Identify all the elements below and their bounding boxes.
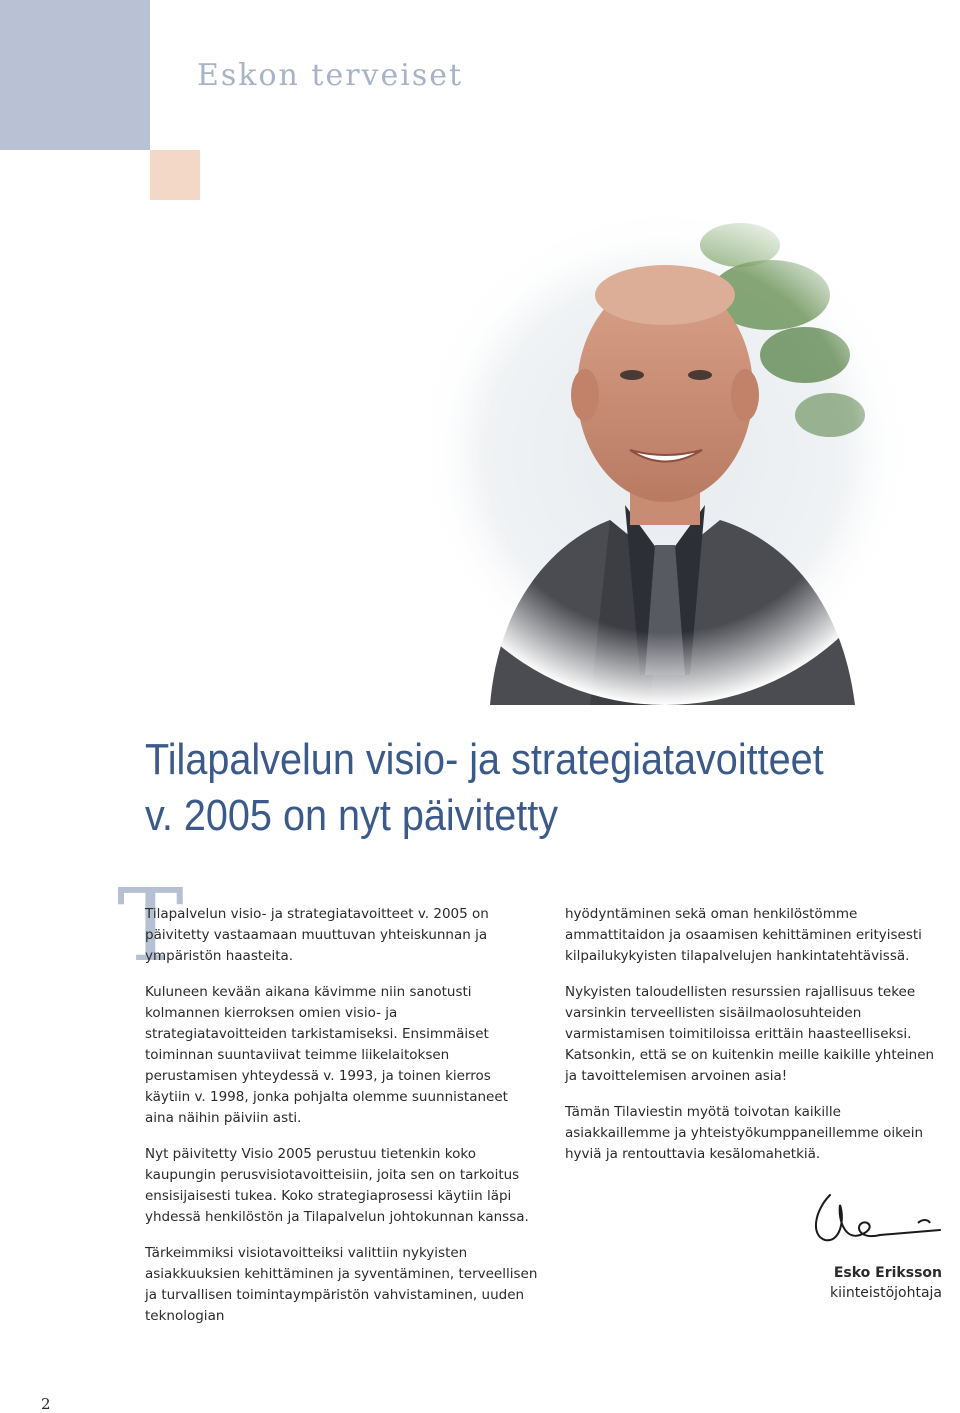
paragraph: Nyt päivitetty Visio 2005 perustuu tietenkin koko kaupungin perusvisiotavoitteisiin, joita sen on tarkoitus ensisijaisesti tukea. Koko strategiaprosessi käytiin läpi yhdessä henkilöstön ja Tilapalvelun johtokunnan kanssa. <box>145 1146 529 1225</box>
headline-line-2: v. 2005 on nyt päivitetty <box>145 791 559 840</box>
paragraph: Kuluneen kevään aikana kävimme niin sanotusti kolmannen kierroksen omien visio- ja strategiatavoitteiden tarkistamiseksi. Ensimmäiset toiminnan suuntaviivat teimme liikelaitoksen perustamisen yhteydessä v. 1993, ja toinen kierros käytiin v. 1998, jonka pohjalta olemme suunnistaneet aina näihin päiviin asti. <box>145 984 508 1126</box>
handwritten-signature <box>800 1185 960 1255</box>
paragraph: hyödyntäminen sekä oman henkilöstömme ammattitaidon ja osaamisen kehittäminen erityisesti kilpailukykyisten tilapalvelujen hankintatehtävissä. <box>565 906 922 964</box>
decor-peach-block <box>150 150 200 200</box>
paragraph: Tämän Tilaviestin myötä toivotan kaikille asiakkaillemme ja yhteistyökumppaneillemme oikein hyviä ja rentouttavia kesälomahetkiä. <box>565 1104 924 1162</box>
section-title: Eskon terveiset <box>197 58 464 93</box>
drop-cap: T <box>117 867 184 984</box>
paragraph: Tilapalvelun visio- ja strategiatavoitteet v. 2005 on päivitetty vastaamaan muuttuvan yhteiskunnan ja ympäristön haasteita. <box>145 906 489 964</box>
article-column-right <box>565 904 950 1180</box>
page-number: 2 <box>41 1395 51 1413</box>
signer-name: Esko Eriksson <box>833 1265 942 1281</box>
portrait-photo <box>410 205 920 705</box>
signer-block <box>830 1263 942 1303</box>
headline-line-1: Tilapalvelun visio- ja strategiatavoitteet <box>145 735 824 784</box>
article-column-left <box>145 904 540 1342</box>
paragraph: Nykyisten taloudellisten resurssien rajallisuus tekee varsinkin terveellisten sisäilmaolosuhteiden varmistamisen toimitiloissa erittäin haasteelliseksi. Katsonkin, että se on kuitenkin meille kaikille yhteinen ja tavoittelemisen arvoinen asia! <box>565 984 935 1084</box>
headline <box>145 732 874 844</box>
decor-blue-block <box>0 0 150 150</box>
signer-role: kiinteistöjohtaja <box>830 1285 942 1301</box>
paragraph: Tärkeimmiksi visiotavoitteiksi valittiin nykyisten asiakkuuksien kehittäminen ja syventäminen, terveellisen ja turvallisen toimintaympäristön vahvistaminen, uuden teknologian <box>145 1245 538 1324</box>
